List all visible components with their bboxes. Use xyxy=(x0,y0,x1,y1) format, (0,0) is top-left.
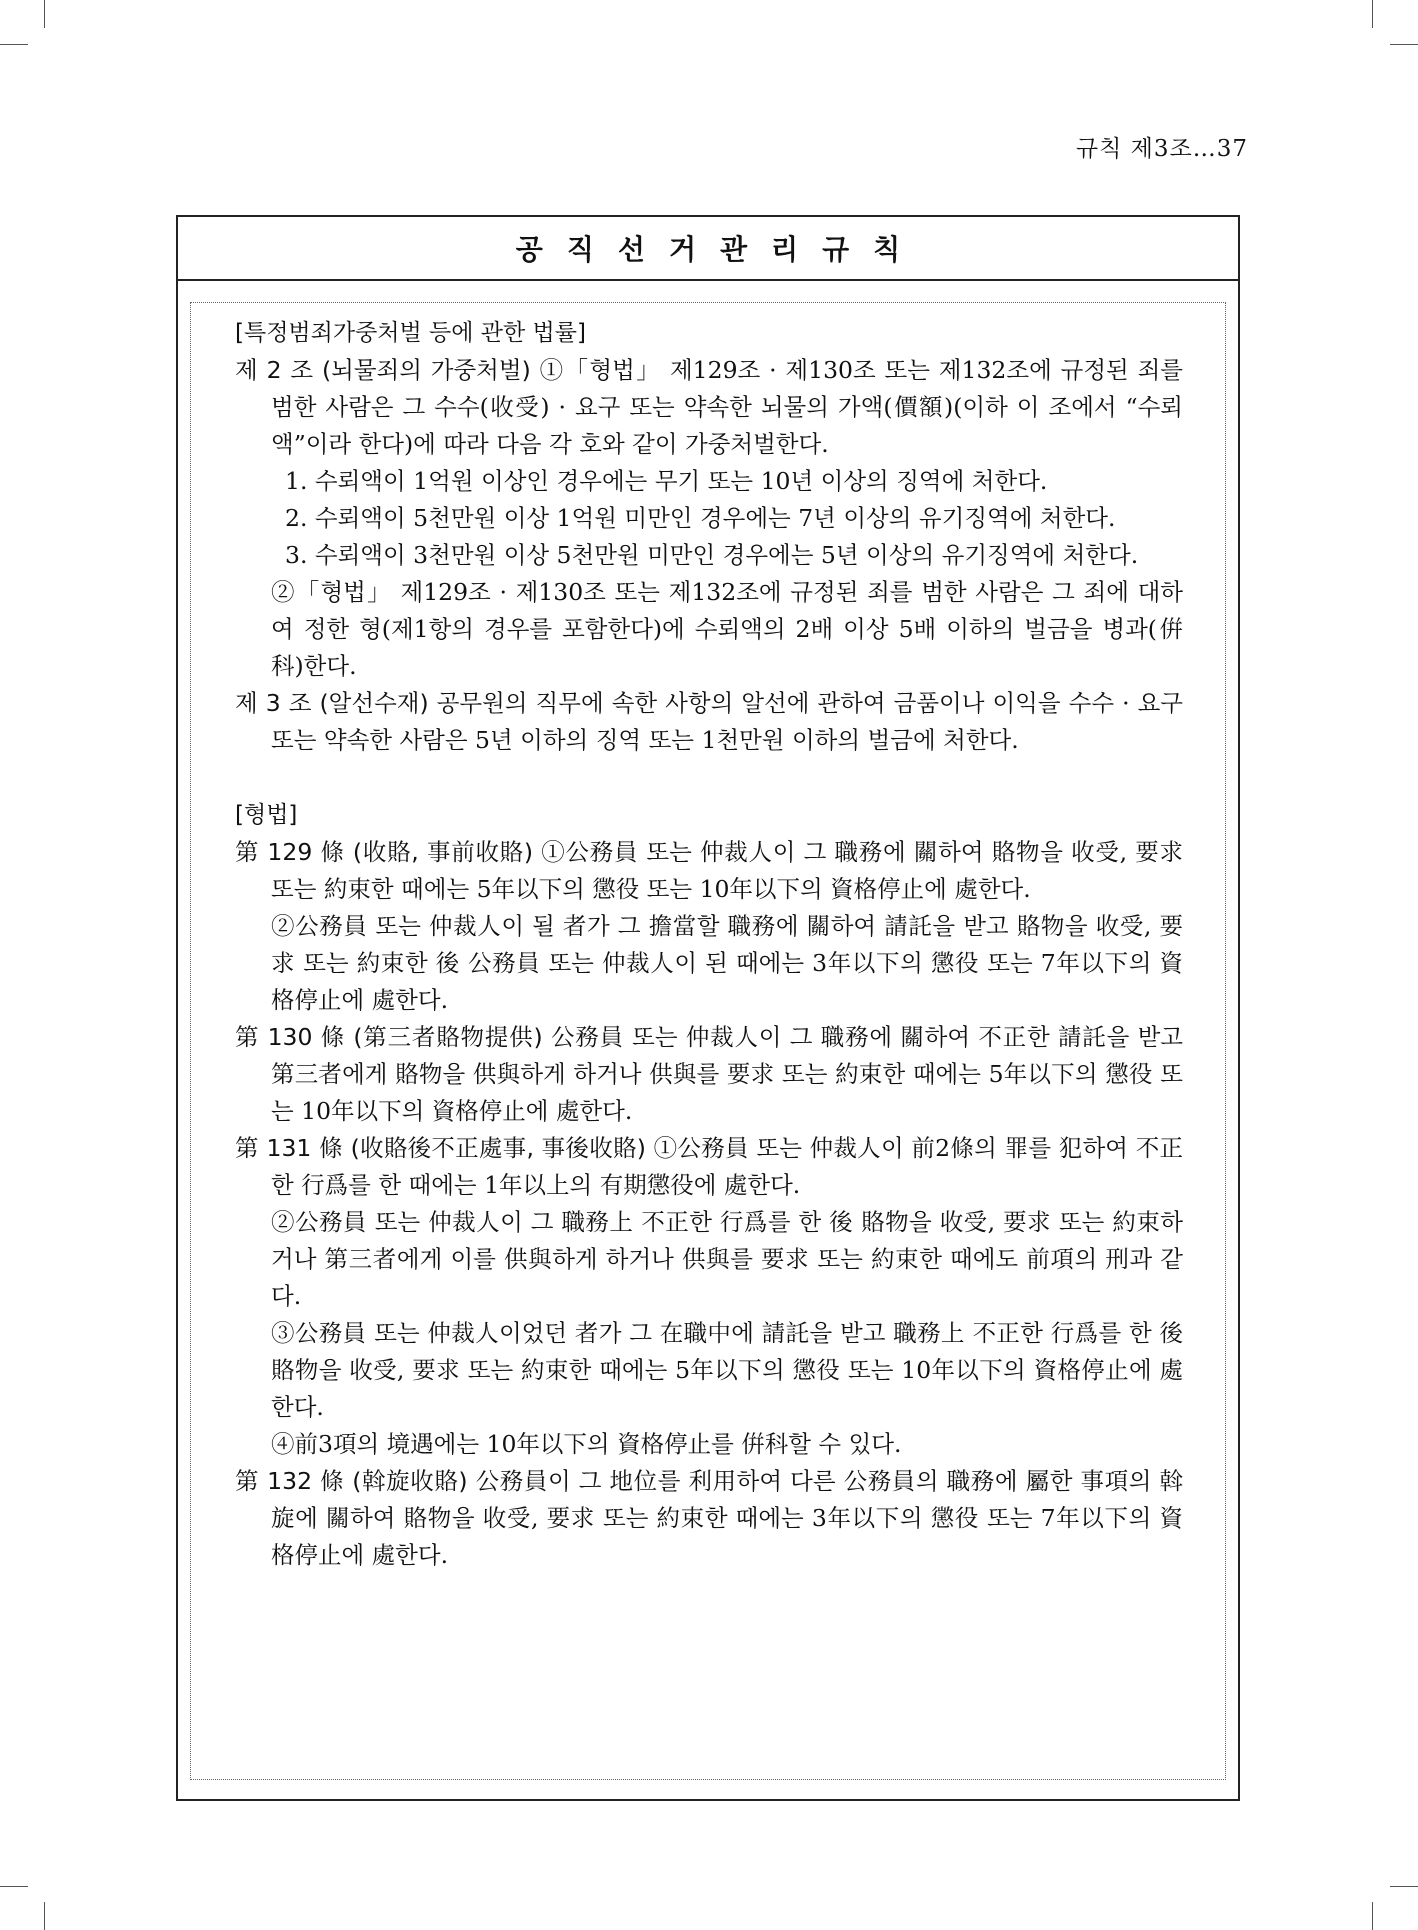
crop-mark-bottom-right-v xyxy=(1372,1902,1373,1930)
article-text: 公務員이 그 地位를 利用하여 다른 公務員의 職務에 屬한 事項의 斡旋에 關하여 賂物을 收受, 要求 또는 約束한 때에는 3年以下의 懲役 또는 7年以下의 資格停止에 處한다. xyxy=(271,1467,1183,1569)
crop-mark-top-left-h xyxy=(0,44,28,45)
article-text: ①公務員 또는 仲裁人이 그 職務에 關하여 賂物을 收受, 要求 또는 約束한 때에는 5年以下의 懲役 또는 10年以下의 資格停止에 處한다. xyxy=(271,838,1183,903)
section-gap xyxy=(235,759,1183,797)
article xyxy=(235,834,1183,908)
paragraph: ②公務員 또는 仲裁人이 그 職務上 不正한 行爲를 한 後 賂物을 收受, 要求 또는 約束하거나 第三者에게 이를 供與하게 하거나 供與를 要求 또는 約束한 때에도 前項의 刑과 같다. xyxy=(271,1208,1183,1310)
document-frame xyxy=(176,215,1240,1801)
crop-mark-bottom-left-v xyxy=(44,1902,45,1930)
article-title: 第 129 條 (收賂, 事前收賂) xyxy=(235,838,534,866)
article-title: 第 132 條 (斡旋收賂) xyxy=(235,1467,468,1495)
article xyxy=(235,352,1183,463)
crop-mark-top-right-h xyxy=(1390,44,1418,45)
crop-mark-top-right-v xyxy=(1372,0,1373,28)
page-header: 규칙 제3조…37 xyxy=(1075,136,1248,162)
frame-title: 공직선거관리규칙 xyxy=(178,217,1238,281)
article-title: 第 130 條 (第三者賂物提供) xyxy=(235,1023,543,1051)
article xyxy=(235,685,1183,759)
article-title: 제 3 조 (알선수재) xyxy=(235,689,429,717)
article-text: 公務員 또는 仲裁人이 그 職務에 關하여 不正한 請託을 받고 第三者에게 賂物을 供與하게 하거나 供與를 要求 또는 約束한 때에는 5年以下의 懲役 또는 10年以下의 資格停止에 處한다. xyxy=(271,1023,1183,1125)
section-heading: [형법] xyxy=(235,802,298,828)
paragraph: ③公務員 또는 仲裁人이었던 者가 그 在職中에 請託을 받고 職務上 不正한 行爲를 한 後 賂物을 收受, 要求 또는 約束한 때에는 5年以下의 懲役 또는 10年以下의 資格停止에 處한다. xyxy=(271,1319,1183,1421)
crop-mark-bottom-left-h xyxy=(0,1886,28,1887)
section-heading: [특정범죄가중처벌 등에 관한 법률] xyxy=(235,320,586,346)
article-text: ①公務員 또는 仲裁人이 前2條의 罪를 犯하여 不正한 行爲를 한 때에는 1年以上의 有期懲役에 處한다. xyxy=(271,1134,1183,1199)
content-box xyxy=(190,302,1226,1780)
list-item: 3. 수뢰액이 3천만원 이상 5천만원 미만인 경우에는 5년 이상의 유기징역에 처한다. xyxy=(285,541,1139,569)
list-item: 2. 수뢰액이 5천만원 이상 1억원 미만인 경우에는 7년 이상의 유기징역에 처한다. xyxy=(285,504,1116,532)
list-item: 1. 수뢰액이 1억원 이상인 경우에는 무기 또는 10년 이상의 징역에 처한다. xyxy=(285,467,1048,495)
paragraph: ②「형법」 제129조 · 제130조 또는 제132조에 규정된 죄를 범한 사람은 그 죄에 대하여 정한 형(제1항의 경우를 포함한다)에 수뢰액의 2배 이상 5배 이하의 벌금을 병과(倂科)한다. xyxy=(271,578,1183,680)
paragraph: ②公務員 또는 仲裁人이 될 者가 그 擔當할 職務에 關하여 請託을 받고 賂物을 收受, 要求 또는 約束한 後 公務員 또는 仲裁人이 된 때에는 3年以下의 懲役 또는 7年以下의 資格停止에 處한다. xyxy=(271,912,1183,1014)
article-title: 제 2 조 (뇌물죄의 가중처벌) xyxy=(235,356,531,384)
article-text: 공무원의 직무에 속한 사항의 알선에 관하여 금품이나 이익을 수수 · 요구 또는 약속한 사람은 5년 이하의 징역 또는 1천만원 이하의 벌금에 처한다. xyxy=(271,689,1184,754)
article-text: ①「형법」 제129조 · 제130조 또는 제132조에 규정된 죄를 범한 사람은 그 수수(收受) · 요구 또는 약속한 뇌물의 가액(價額)(이하 이 조에서 “수뢰액”이라 한다)에 따라 다음 각 호와 같이 가중처벌한다. xyxy=(271,356,1183,458)
crop-mark-top-left-v xyxy=(44,0,45,28)
article xyxy=(235,1463,1183,1574)
crop-mark-bottom-right-h xyxy=(1390,1886,1418,1887)
article-title: 第 131 條 (收賂後不正處事, 事後收賂) xyxy=(235,1134,646,1162)
paragraph: ④前3項의 境遇에는 10年以下의 資格停止를 倂科할 수 있다. xyxy=(271,1430,902,1458)
article xyxy=(235,1019,1183,1130)
article xyxy=(235,1130,1183,1204)
